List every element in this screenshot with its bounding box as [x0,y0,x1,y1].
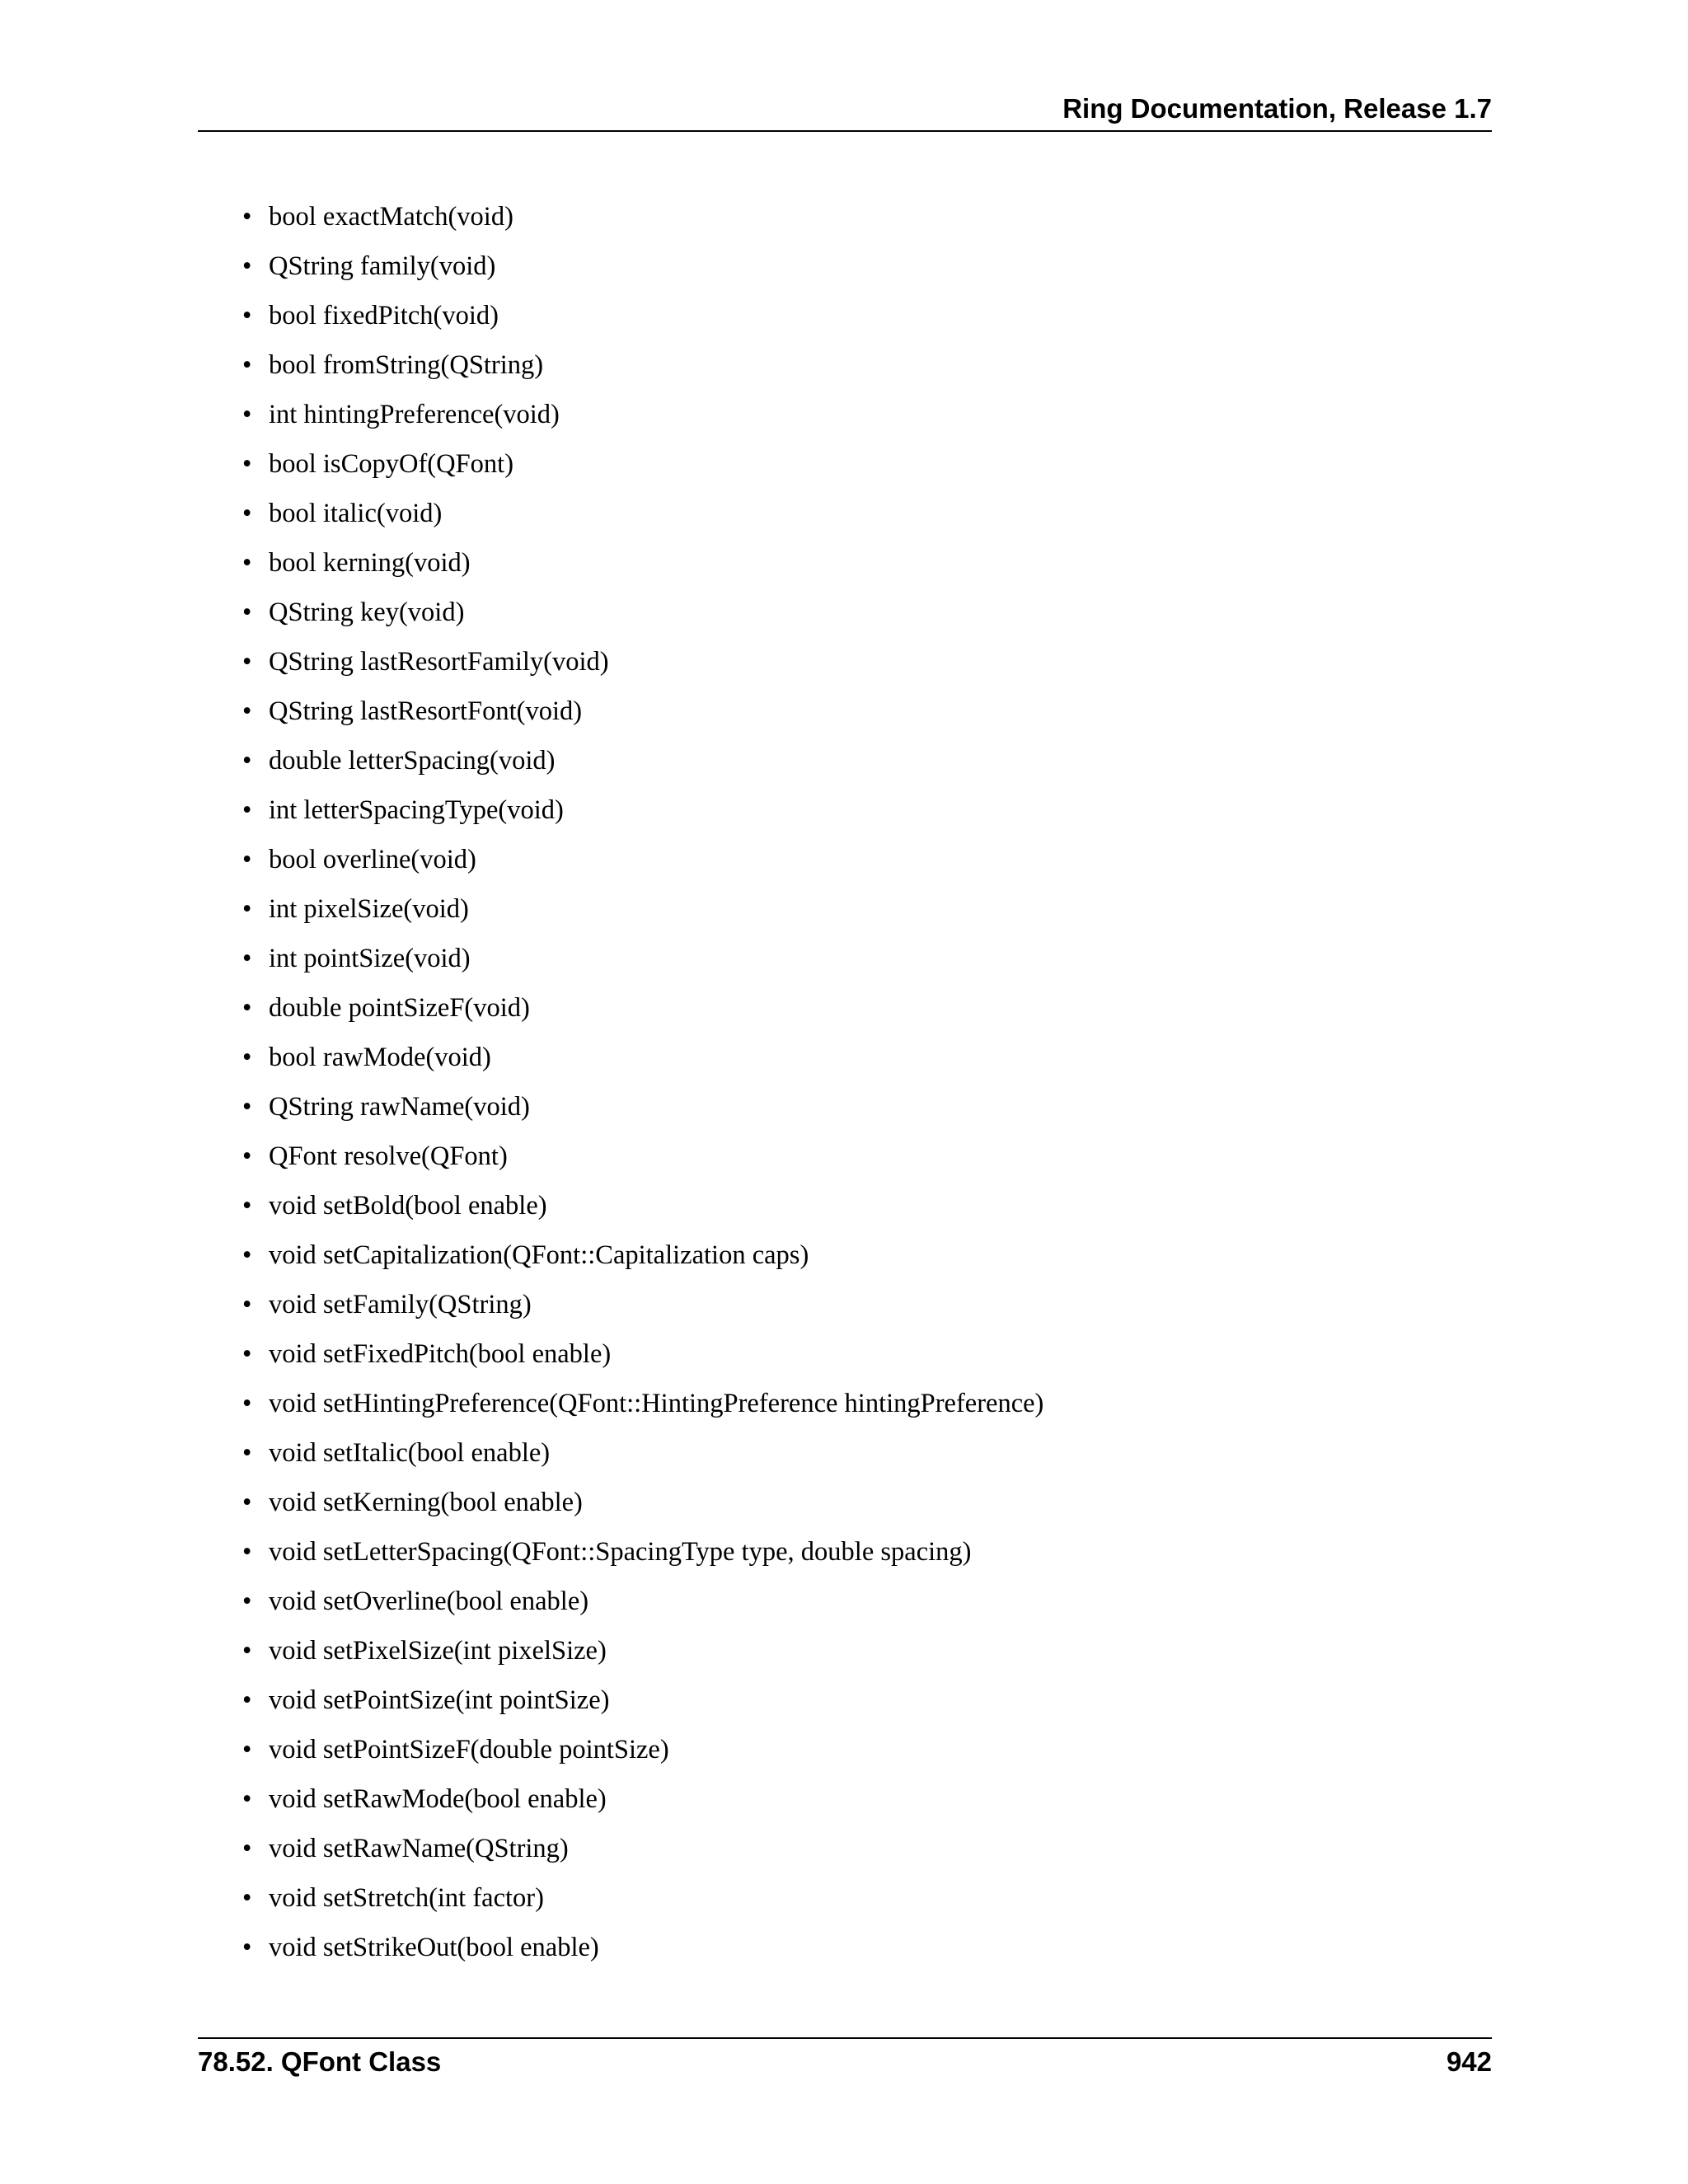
method-signature: double letterSpacing(void) [269,746,556,776]
bullet-icon: • [242,647,252,677]
page-number: 942 [1446,2046,1492,2077]
bullet-icon: • [242,746,252,776]
method-signature: bool kerning(void) [269,548,471,578]
method-signature: void setBold(bool enable) [269,1191,547,1221]
bullet-icon: • [242,1933,252,1962]
method-list-item [239,1037,1043,1086]
method-signature: QString family(void) [269,251,496,281]
method-list-item [239,443,1043,493]
bullet-icon: • [242,400,252,429]
method-signature: void setFixedPitch(bool enable) [269,1339,612,1369]
bullet-icon: • [242,202,252,232]
bullet-icon: • [242,1043,252,1072]
method-signature: void setItalic(bool enable) [269,1438,551,1468]
bullet-icon: • [242,1636,252,1666]
method-signature: void setPixelSize(int pixelSize) [269,1636,607,1666]
method-signature: void setStrikeOut(bool enable) [269,1933,599,1962]
method-list-item [239,1680,1043,1729]
method-signature: int pointSize(void) [269,944,471,973]
bullet-icon: • [242,1784,252,1814]
bullet-icon: • [242,1537,252,1567]
section-title: 78.52. QFont Class [198,2046,442,2077]
method-signature: int hintingPreference(void) [269,400,560,429]
bullet-icon: • [242,894,252,924]
method-list-item [239,592,1043,641]
bullet-icon: • [242,251,252,281]
bullet-icon: • [242,944,252,973]
method-signature: bool rawMode(void) [269,1043,491,1072]
bullet-icon: • [242,1389,252,1418]
method-list-item [239,344,1043,394]
method-signature: QString rawName(void) [269,1092,530,1122]
method-list-item [239,1482,1043,1531]
method-list-item [239,542,1043,592]
method-list-item [239,1877,1043,1927]
method-list-item [239,246,1043,295]
method-list-item [239,1432,1043,1482]
bullet-icon: • [242,1339,252,1369]
method-signature: bool fromString(QString) [269,350,544,380]
method-list-item [239,1581,1043,1630]
method-list-item [239,1383,1043,1432]
method-list-item [239,196,1043,246]
method-signature: bool isCopyOf(QFont) [269,449,514,479]
bullet-icon: • [242,1488,252,1517]
method-signature: int letterSpacingType(void) [269,795,564,825]
method-signature: bool italic(void) [269,499,443,528]
bullet-icon: • [242,1290,252,1319]
method-signature: QString lastResortFont(void) [269,696,583,726]
method-signature: void setLetterSpacing(QFont::SpacingType type, double spacing) [269,1537,972,1567]
method-list-item [239,641,1043,691]
method-list-item [239,1779,1043,1828]
method-list-item [239,839,1043,888]
bullet-icon: • [242,845,252,874]
method-list-item [239,1927,1043,1976]
method-list-item [239,295,1043,344]
method-signature: void setPointSizeF(double pointSize) [269,1735,669,1765]
method-list-item [239,1136,1043,1185]
method-list-item [239,1185,1043,1235]
bullet-icon: • [242,449,252,479]
method-list-item [239,740,1043,790]
bullet-icon: • [242,1141,252,1171]
method-signature: bool overline(void) [269,845,476,874]
method-signature: QString key(void) [269,598,465,627]
bullet-icon: • [242,1438,252,1468]
method-list-item [239,987,1043,1037]
method-list-item [239,1235,1043,1284]
bullet-icon: • [242,1586,252,1616]
bullet-icon: • [242,1834,252,1863]
method-signature: void setPointSize(int pointSize) [269,1685,610,1715]
method-signature: void setOverline(bool enable) [269,1586,589,1616]
method-signature: void setCapitalization(QFont::Capitalization caps) [269,1240,809,1270]
method-signature: void setStretch(int factor) [269,1883,544,1913]
method-signature: int pixelSize(void) [269,894,469,924]
bullet-icon: • [242,548,252,578]
method-list-item [239,1729,1043,1779]
bullet-icon: • [242,598,252,627]
method-list-item [239,1284,1043,1333]
method-list-item [239,1333,1043,1383]
method-signature: double pointSizeF(void) [269,993,530,1023]
method-list-item [239,1531,1043,1581]
bullet-icon: • [242,1735,252,1765]
bullet-icon: • [242,1883,252,1913]
method-list [239,196,1043,1976]
method-signature: void setKerning(bool enable) [269,1488,583,1517]
method-list-item [239,1086,1043,1136]
method-list-item [239,394,1043,443]
bullet-icon: • [242,1240,252,1270]
method-signature: bool fixedPitch(void) [269,301,499,330]
bullet-icon: • [242,499,252,528]
bullet-icon: • [242,1685,252,1715]
bullet-icon: • [242,301,252,330]
method-signature: QFont resolve(QFont) [269,1141,508,1171]
bullet-icon: • [242,993,252,1023]
bullet-icon: • [242,1191,252,1221]
bullet-icon: • [242,696,252,726]
method-signature: void setFamily(QString) [269,1290,532,1319]
page-header [198,91,1492,132]
bullet-icon: • [242,1092,252,1122]
method-list-item [239,1828,1043,1877]
method-list-item [239,888,1043,938]
method-signature: bool exactMatch(void) [269,202,513,232]
page-footer [198,2037,1492,2077]
method-signature: void setRawName(QString) [269,1834,569,1863]
method-signature: void setHintingPreference(QFont::HintingPreference hintingPreference) [269,1389,1044,1418]
method-signature: void setRawMode(bool enable) [269,1784,607,1814]
method-signature: QString lastResortFamily(void) [269,647,609,677]
method-list-item [239,1630,1043,1680]
bullet-icon: • [242,350,252,380]
method-list-item [239,691,1043,740]
method-list-item [239,790,1043,839]
method-list-item [239,938,1043,987]
method-list-item [239,493,1043,542]
bullet-icon: • [242,795,252,825]
document-title: Ring Documentation, Release 1.7 [1062,93,1492,124]
